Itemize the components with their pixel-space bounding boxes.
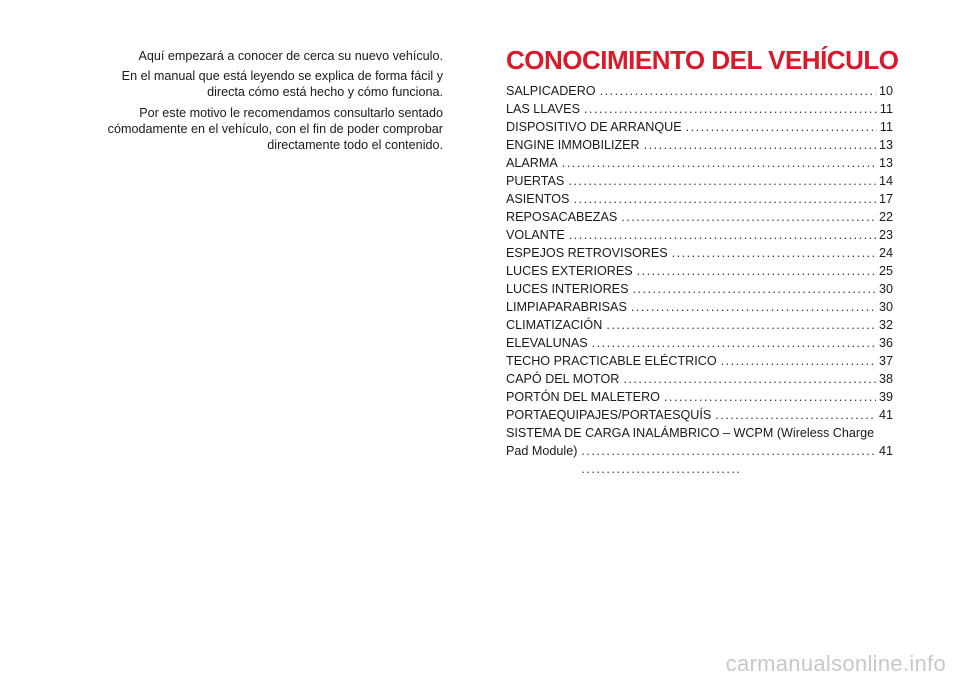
toc-leader-dots	[569, 226, 876, 244]
toc-entry-label: ELEVALUNAS	[506, 336, 588, 350]
toc-entry-label: ENGINE IMMOBILIZER	[506, 138, 640, 152]
section-title: CONOCIMIENTO DEL VEHÍCULO	[506, 45, 899, 75]
toc-leader-dots	[631, 298, 876, 316]
toc-entry[interactable]	[506, 316, 893, 334]
toc-entry[interactable]	[506, 280, 893, 298]
toc-entry-page: 11	[879, 120, 893, 134]
toc-leader-dots	[606, 316, 876, 334]
toc-leader-dots	[715, 406, 876, 424]
toc-entry-label: ASIENTOS	[506, 192, 570, 206]
toc-entry[interactable]	[506, 352, 893, 370]
toc-entry[interactable]	[506, 424, 893, 478]
toc-entry[interactable]	[506, 262, 893, 280]
toc-entry-label: LUCES EXTERIORES	[506, 264, 633, 278]
toc-entry-label: REPOSACABEZAS	[506, 210, 618, 224]
watermark: carmanualsonline.info	[725, 651, 946, 676]
toc-entry[interactable]	[506, 226, 893, 244]
toc-leader-dots	[664, 388, 876, 406]
toc-entry-page: 11	[879, 102, 893, 116]
toc-entry-page: 36	[878, 336, 893, 350]
toc-entry-page: 22	[878, 210, 893, 224]
toc-leader-dots	[600, 82, 876, 100]
toc-entry-label: SALPICADERO	[506, 84, 596, 98]
toc-entry-page: 41	[878, 444, 893, 458]
toc-entry[interactable]	[506, 154, 893, 172]
toc-entry-label: PORTÓN DEL MALETERO	[506, 390, 660, 404]
toc-leader-dots	[573, 190, 876, 208]
toc-entry[interactable]	[506, 298, 893, 316]
toc-entry[interactable]	[506, 334, 893, 352]
toc-leader-dots	[592, 334, 876, 352]
toc-entry-label-line2: Pad Module)	[506, 444, 578, 458]
intro-paragraph-1: Aquí empezará a conocer de cerca su nuevo vehículo.	[138, 49, 443, 63]
toc-entry-page: 32	[878, 318, 893, 332]
toc-leader-dots	[581, 442, 876, 478]
toc-entry-page: 24	[878, 246, 893, 260]
toc-entry-page: 30	[878, 300, 893, 314]
toc-entry-page: 10	[878, 84, 893, 98]
toc-leader-dots	[632, 280, 876, 298]
toc-entry-label: VOLANTE	[506, 228, 565, 242]
toc-entry-page: 13	[878, 156, 893, 170]
toc-entry[interactable]	[506, 406, 893, 424]
toc-entry[interactable]	[506, 370, 893, 388]
toc-entry[interactable]	[506, 388, 893, 406]
intro-paragraph-3: Por este motivo le recomendamos consultarlo sentado cómodamente en el vehículo, con el fin de poder comprobar directamente todo el contenido.	[107, 105, 443, 153]
toc-entry-label: ESPEJOS RETROVISORES	[506, 246, 668, 260]
toc-entry[interactable]	[506, 208, 893, 226]
toc-leader-dots	[621, 208, 876, 226]
toc-entry[interactable]	[506, 82, 893, 100]
toc-leader-dots	[686, 118, 877, 136]
toc-leader-dots	[637, 262, 876, 280]
toc-entry[interactable]	[506, 118, 893, 136]
intro-paragraph-2: En el manual que está leyendo se explica de forma fácil y directa cómo está hecho y cómo funciona.	[121, 69, 443, 100]
intro-text	[100, 48, 443, 157]
toc-leader-dots	[584, 100, 877, 118]
toc-entry-page: 39	[878, 390, 893, 404]
toc-entry-label: ALARMA	[506, 156, 558, 170]
toc-entry-label: PORTAEQUIPAJES/PORTAESQUÍS	[506, 408, 712, 422]
toc-entry-page: 30	[878, 282, 893, 296]
toc-entry-line2	[506, 442, 893, 478]
toc-leader-dots	[568, 172, 876, 190]
toc-entry[interactable]	[506, 244, 893, 262]
toc-entry-page: 14	[878, 174, 893, 188]
toc-entry-label: TECHO PRACTICABLE ELÉCTRICO	[506, 354, 717, 368]
toc-entry-page: 13	[878, 138, 893, 152]
toc-leader-dots	[623, 370, 876, 388]
toc-entry[interactable]	[506, 190, 893, 208]
toc-entry-page: 38	[878, 372, 893, 386]
toc-entry-page: 37	[878, 354, 893, 368]
toc-entry-label: CLIMATIZACIÓN	[506, 318, 603, 332]
toc-leader-dots	[562, 154, 876, 172]
toc-entry-label-line1: SISTEMA DE CARGA INALÁMBRICO – WCPM (Wireless Charge	[506, 426, 875, 440]
toc-entry-label: LAS LLAVES	[506, 102, 580, 116]
toc-entry-page: 23	[878, 228, 893, 242]
toc-entry-label: PUERTAS	[506, 174, 565, 188]
toc-entry-page: 17	[878, 192, 893, 206]
toc-leader-dots	[644, 136, 876, 154]
toc-entry-label: LUCES INTERIORES	[506, 282, 629, 296]
toc-entry-label: LIMPIAPARABRISAS	[506, 300, 627, 314]
toc-entry[interactable]	[506, 172, 893, 190]
toc-entry[interactable]	[506, 136, 893, 154]
toc-leader-dots	[721, 352, 876, 370]
table-of-contents	[506, 82, 893, 478]
toc-entry-page: 25	[878, 264, 893, 278]
toc-entry-label: DISPOSITIVO DE ARRANQUE	[506, 120, 682, 134]
toc-entry-label: CAPÓ DEL MOTOR	[506, 372, 620, 386]
toc-entry[interactable]	[506, 100, 893, 118]
toc-entry-page: 41	[878, 408, 893, 422]
toc-leader-dots	[672, 244, 876, 262]
